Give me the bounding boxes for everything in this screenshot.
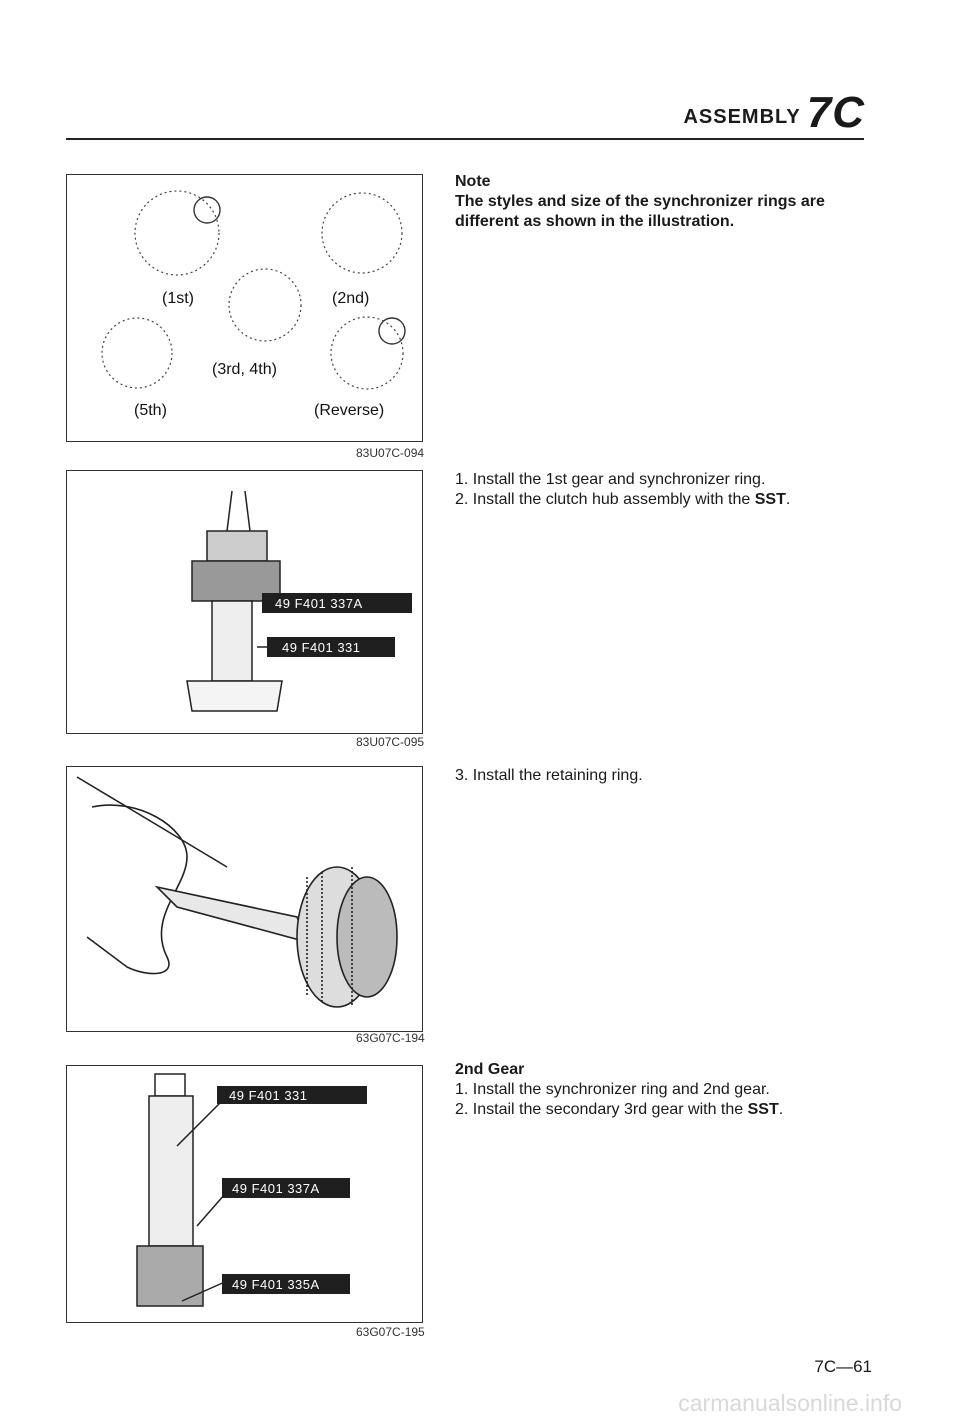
note-section — [455, 172, 875, 232]
tool-label-b: 49 F401 331 — [282, 640, 361, 655]
step-2 — [455, 490, 875, 510]
label-3rd-4th: (3rd, 4th) — [212, 361, 277, 378]
figure-code: 63G07C-194 — [356, 1031, 425, 1045]
section-title-text: ASSEMBLY — [683, 106, 801, 128]
note-body: The styles and size of the synchronizer rings are different as shown in the illustration. — [455, 193, 825, 230]
section-code: 7C — [806, 88, 865, 137]
gear-rear — [337, 877, 397, 997]
second-gear-illustration — [67, 1066, 422, 1322]
shaft-top — [227, 491, 250, 531]
figure-code: 63G07C-195 — [356, 1325, 425, 1339]
hand-outline — [87, 805, 187, 974]
note-heading: Note — [455, 173, 491, 190]
watermark: carmanualsonline.info — [678, 1390, 902, 1416]
clutch-hub-illustration — [67, 471, 422, 733]
tool-base — [187, 681, 282, 711]
step-end: . — [778, 1101, 784, 1118]
step-3: 3. Install the retaining ring. — [455, 767, 643, 784]
ring-1st-outline — [135, 191, 219, 275]
gear-stack-upper — [207, 531, 267, 561]
gear-pack — [137, 1246, 203, 1306]
step-text: 2. Install the clutch hub assembly with the — [455, 491, 755, 508]
tool-label-c: 49 F401 335A — [232, 1277, 320, 1292]
ring-2nd-outline — [322, 193, 402, 273]
step-end: . — [785, 491, 791, 508]
hand-edge-line — [77, 777, 227, 867]
ring-3rd-4th-outline — [229, 269, 301, 341]
figure-code: 83U07C-095 — [356, 735, 425, 749]
step-2 — [455, 1100, 875, 1120]
label-reverse: (Reverse) — [314, 402, 385, 419]
ring-reverse-outline — [331, 317, 403, 389]
figure-sync-rings-panel — [66, 174, 423, 442]
tool-sleeve — [212, 601, 252, 681]
figure-clutch-hub — [66, 470, 423, 734]
step-text: 2. Instail the secondary 3rd gear with the — [455, 1101, 748, 1118]
label-1st: (1st) — [162, 290, 194, 307]
retaining-ring-illustration — [67, 767, 422, 1031]
step-1: 1. Install the synchronizer ring and 2nd gear. — [455, 1081, 770, 1098]
header-rule — [66, 138, 864, 140]
sync-rings-illustration — [67, 175, 422, 441]
step-1: 1. Install the 1st gear and synchronizer ring. — [455, 471, 766, 488]
ring-5th-outline — [102, 318, 172, 388]
figure-retaining-ring — [66, 766, 423, 1032]
tool-handle — [155, 1074, 185, 1096]
label-5th: (5th) — [134, 402, 167, 419]
label-2nd: (2nd) — [332, 290, 370, 307]
steps-clutch-hub — [455, 470, 875, 510]
ring-1st-tab — [194, 197, 220, 223]
pliers — [157, 887, 307, 942]
figure-code: 83U07C-094 — [356, 446, 425, 460]
tool-body — [149, 1096, 193, 1246]
tool-label-b: 49 F401 337A — [232, 1181, 320, 1196]
steps-retaining-ring — [455, 766, 875, 786]
figure-second-gear — [66, 1065, 423, 1323]
ring-reverse-tab — [379, 318, 405, 344]
tool-label-a: 49 F401 337A — [275, 596, 363, 611]
sst-ref: SST — [754, 491, 786, 508]
section-title — [683, 88, 865, 138]
tool-label-a: 49 F401 331 — [229, 1088, 308, 1103]
page-number: 7C—61 — [814, 1357, 872, 1376]
sst-ref: SST — [747, 1101, 779, 1118]
second-gear-heading: 2nd Gear — [455, 1061, 525, 1078]
second-gear-section — [455, 1060, 875, 1120]
